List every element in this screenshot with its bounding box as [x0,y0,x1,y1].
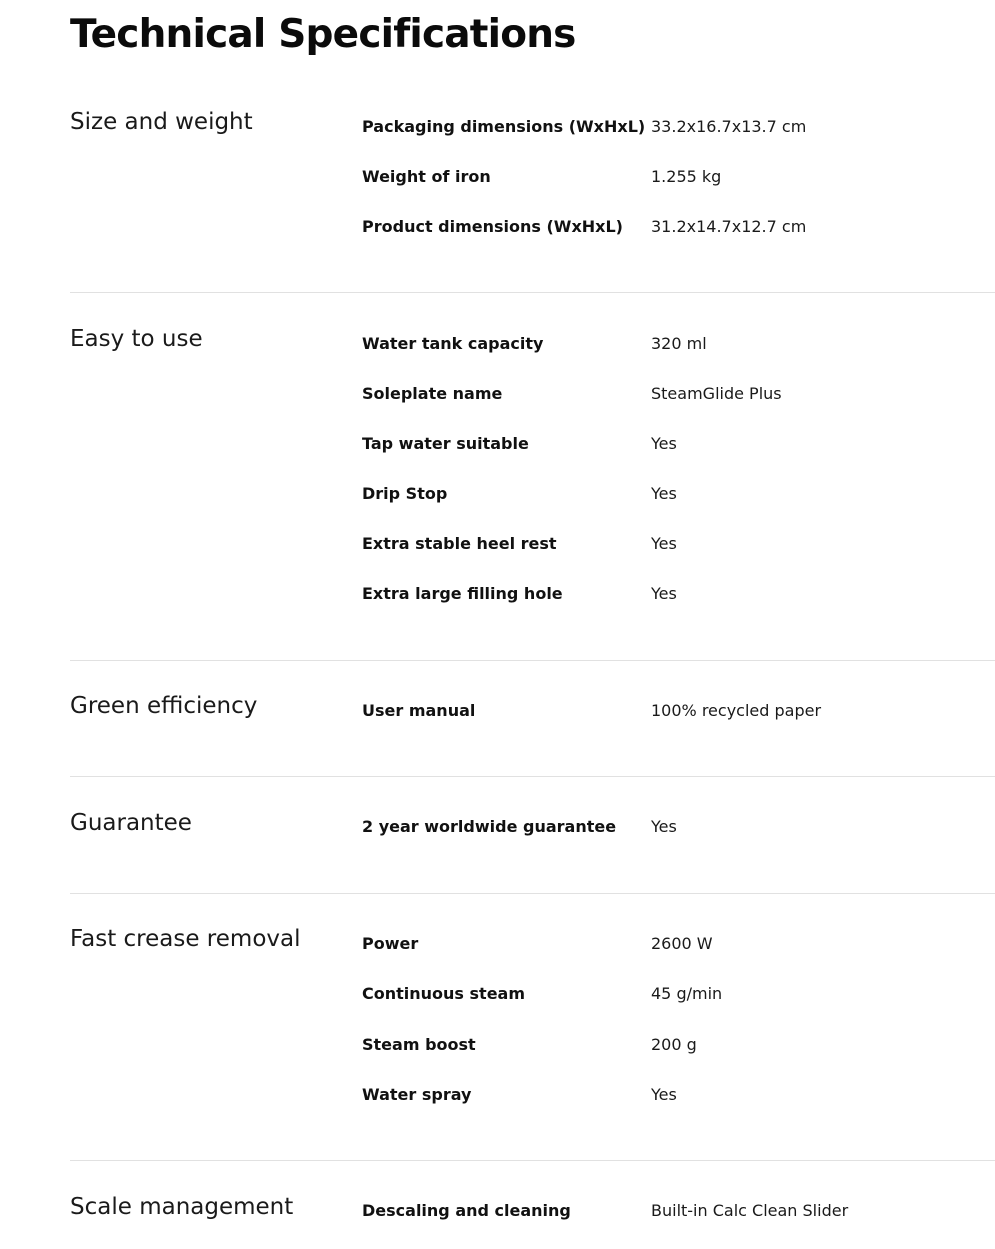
page-title: Technical Specifications [70,12,576,57]
spec-row [362,1083,995,1107]
section-title: Green efficiency [70,693,258,719]
spec-value: 200 g [651,1035,697,1054]
spec-label: Drip Stop [362,484,448,503]
spec-label: User manual [362,701,476,720]
section-title: Size and weight [70,109,253,135]
spec-row [362,432,995,456]
spec-label: 2 year worldwide guarantee [362,817,617,836]
spec-label: Continuous steam [362,984,526,1003]
spec-row [362,115,995,139]
spec-value: SteamGlide Plus [651,384,782,403]
spec-row [362,332,995,356]
spec-row [362,165,995,189]
spec-value: Yes [651,434,677,453]
spec-value: Built-in Calc Clean Slider [651,1201,849,1220]
spec-label: Water tank capacity [362,334,544,353]
spec-row [362,1199,995,1223]
spec-value: 100% recycled paper [651,701,822,720]
section-divider [70,893,995,894]
section-divider [70,776,995,777]
spec-label: Soleplate name [362,384,503,403]
section-title: Guarantee [70,810,192,836]
section-title: Scale management [70,1194,294,1220]
spec-value: 1.255 kg [651,167,722,186]
spec-value: 2600 W [651,934,713,953]
section-title: Easy to use [70,326,203,352]
spec-value: Yes [651,484,677,503]
spec-label: Extra large filling hole [362,584,563,603]
spec-label: Water spray [362,1085,472,1104]
spec-row [362,215,995,239]
spec-value: 320 ml [651,334,707,353]
spec-row [362,815,995,839]
spec-label: Product dimensions (WxHxL) [362,217,623,236]
section-divider [70,292,995,293]
spec-row [362,932,995,956]
spec-row [362,1033,995,1057]
spec-label: Power [362,934,419,953]
spec-label: Tap water suitable [362,434,529,453]
spec-label: Descaling and cleaning [362,1201,571,1220]
spec-value: Yes [651,534,677,553]
spec-value: Yes [651,1085,677,1104]
spec-row [362,582,995,606]
spec-row [362,482,995,506]
spec-label: Steam boost [362,1035,476,1054]
spec-row [362,699,995,723]
section-title: Fast crease removal [70,926,301,952]
spec-value: 45 g/min [651,984,723,1003]
spec-value: Yes [651,584,677,603]
spec-value: 33.2x16.7x13.7 cm [651,117,807,136]
spec-row [362,532,995,556]
spec-label: Packaging dimensions (WxHxL) [362,117,646,136]
section-divider [70,1160,995,1161]
spec-value: 31.2x14.7x12.7 cm [651,217,807,236]
section-divider [70,660,995,661]
spec-label: Extra stable heel rest [362,534,557,553]
spec-value: Yes [651,817,677,836]
spec-row [362,382,995,406]
spec-row [362,982,995,1006]
spec-label: Weight of iron [362,167,491,186]
